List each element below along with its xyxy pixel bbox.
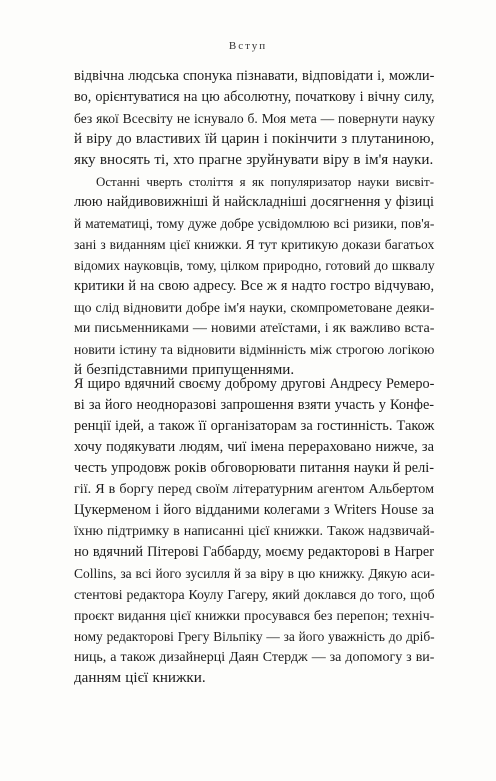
text-line: відомих науковців, тому, цілком природно, готовий до шквалу — [74, 258, 435, 273]
text-line: й математиці, тому дуже добре усвідомлюю всі ризики, пов'я- — [74, 216, 435, 231]
text-line: во, орієнтуватися на цю абсолютну, початкову і вічну силу, — [74, 89, 435, 105]
text-line: без якої Всесвіту не існувало б. Моя мета — повернути науку — [74, 111, 435, 126]
text-block-intro — [74, 66, 434, 381]
text-line: гії. Я в боргу перед своїм літературним агентом Альбертом — [74, 481, 434, 497]
text-line: що слід відновити добре ім'я науки, скомпрометоване деяки- — [74, 300, 435, 315]
text-line: Я щиро вдячний своєму доброму другові Андресу Ремеро- — [74, 376, 435, 392]
text-line: й безпідставними припущеннями. — [74, 362, 295, 378]
text-line: й віру до властивих їй царин і покінчити з плутаниною, — [74, 131, 435, 147]
text-line: хочу подякувати людям, чиї імена перераховано нижче, за — [74, 439, 434, 455]
text-line: ному редакторові Грегу Вільпіку — за його уважність до дріб- — [74, 629, 435, 644]
text-line: но вдячний Пітерові Габбарду, моєму редакторові в Harper — [74, 544, 434, 560]
text-line: данням цієї книжки. — [74, 670, 206, 686]
text-line: люю найдивовижніші й найскладніші досягнення у фізиці — [74, 194, 434, 210]
text-line: Collins, за всі його зусилля й за віру в цю книжку. Дякую аси- — [74, 566, 435, 581]
paragraph-3 — [74, 374, 434, 689]
text-line: ми письменниками — новими атеїстами, і як важливо вста- — [74, 320, 435, 336]
paragraph-1 — [74, 66, 434, 171]
text-line: стентові редактора Коулу Гагеру, який доклався до того, щоб — [74, 587, 435, 602]
text-line: зані з виданням цієї книжки. Я тут критикую докази багатьох — [74, 237, 435, 252]
text-line: проєкт видання цієї книжки просувався без перепон; техніч- — [74, 608, 435, 623]
text-line: критики й на свою адресу. Все ж я надто гостро відчуваю, — [74, 278, 435, 294]
text-line: відвічна людська спонука пізнавати, відповідати і, можли- — [74, 68, 435, 84]
text-line: ві за його неодноразові запрошення взяти участь у Конфе- — [74, 397, 435, 413]
text-line: ниць, а також дизайнерці Даян Стердж — за допомогу з ви- — [74, 650, 435, 665]
text-line: яку вносять ті, хто прагне зруйнувати віру в ім'я науки. — [74, 152, 434, 168]
text-line: їхню підтримку в написанні цієї книжки. Також надзвичай- — [74, 523, 435, 539]
running-head: Вступ — [228, 40, 268, 52]
text-line: ренції ідей, а також її організаторам за гостинність. Також — [74, 418, 435, 434]
text-line: Цукерменом і його відданими колегами з Writers House за — [74, 502, 434, 518]
text-block-acknowledgements — [74, 374, 434, 689]
text-line: честь упродовж років обговорювати питання науки й релі- — [74, 460, 434, 476]
text-line: новити істину та відновити відмінність між строгою логікою — [74, 342, 435, 357]
text-line: Останні чверть століття я як популяризатор науки висвіт- — [96, 174, 434, 189]
paragraph-2 — [74, 171, 434, 381]
